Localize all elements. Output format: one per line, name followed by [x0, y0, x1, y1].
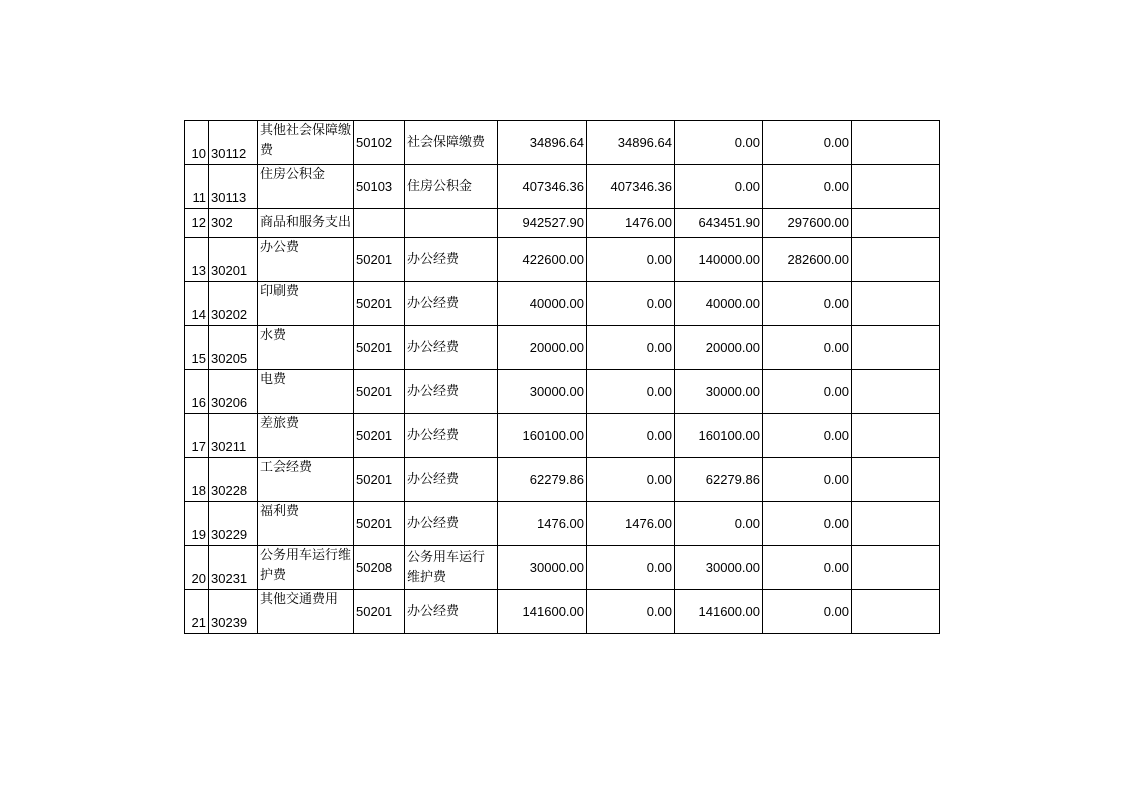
blank-cell-cell	[852, 238, 940, 282]
table-body	[185, 121, 940, 634]
table-row	[185, 370, 940, 414]
function-name-cell: 其他交通费用	[258, 590, 354, 634]
function-code-cell: 30206	[209, 370, 258, 414]
row-number-cell: 13	[185, 238, 209, 282]
basic-expenditure-cell: 0.00	[587, 590, 675, 634]
row-number-cell: 21	[185, 590, 209, 634]
blank-cell-cell	[852, 370, 940, 414]
row-number-cell: 17	[185, 414, 209, 458]
table-row	[185, 502, 940, 546]
function-name-cell: 住房公积金	[258, 165, 354, 209]
total-amount-cell: 62279.86	[498, 458, 587, 502]
total-amount-cell: 141600.00	[498, 590, 587, 634]
basic-expenditure-cell: 0.00	[587, 414, 675, 458]
blank-cell-cell	[852, 121, 940, 165]
table-row	[185, 590, 940, 634]
basic-expenditure-cell: 1476.00	[587, 209, 675, 238]
table-row	[185, 414, 940, 458]
function-code-cell: 30113	[209, 165, 258, 209]
economic-code-cell: 50201	[354, 414, 405, 458]
function-code-cell: 30211	[209, 414, 258, 458]
function-code-cell: 30229	[209, 502, 258, 546]
economic-name-cell: 办公经费	[405, 238, 498, 282]
blank-cell-cell	[852, 458, 940, 502]
basic-expenditure-cell: 0.00	[587, 546, 675, 590]
total-amount-cell: 30000.00	[498, 370, 587, 414]
economic-name-cell: 社会保障缴费	[405, 121, 498, 165]
total-amount-cell: 1476.00	[498, 502, 587, 546]
economic-code-cell: 50201	[354, 326, 405, 370]
blank-cell-cell	[852, 326, 940, 370]
economic-name-cell: 公务用车运行维护费	[405, 546, 498, 590]
project-expenditure-cell: 30000.00	[675, 546, 763, 590]
total-amount-cell: 34896.64	[498, 121, 587, 165]
economic-name-cell	[405, 209, 498, 238]
blank-cell-cell	[852, 502, 940, 546]
function-code-cell: 30205	[209, 326, 258, 370]
row-number-cell: 20	[185, 546, 209, 590]
total-amount-cell: 40000.00	[498, 282, 587, 326]
basic-expenditure-cell: 0.00	[587, 238, 675, 282]
row-number-cell: 14	[185, 282, 209, 326]
economic-code-cell: 50103	[354, 165, 405, 209]
row-number-cell: 16	[185, 370, 209, 414]
function-name-cell: 商品和服务支出	[258, 209, 354, 238]
project-expenditure-cell: 30000.00	[675, 370, 763, 414]
total-amount-cell: 422600.00	[498, 238, 587, 282]
other-amount-cell: 0.00	[763, 326, 852, 370]
row-number-cell: 12	[185, 209, 209, 238]
other-amount-cell: 282600.00	[763, 238, 852, 282]
table-row	[185, 546, 940, 590]
blank-cell-cell	[852, 209, 940, 238]
basic-expenditure-cell: 1476.00	[587, 502, 675, 546]
blank-cell-cell	[852, 282, 940, 326]
other-amount-cell: 297600.00	[763, 209, 852, 238]
function-code-cell: 30231	[209, 546, 258, 590]
project-expenditure-cell: 20000.00	[675, 326, 763, 370]
other-amount-cell: 0.00	[763, 121, 852, 165]
total-amount-cell: 160100.00	[498, 414, 587, 458]
total-amount-cell: 942527.90	[498, 209, 587, 238]
budget-table	[184, 120, 940, 634]
table-row	[185, 209, 940, 238]
economic-name-cell: 办公经费	[405, 282, 498, 326]
function-name-cell: 办公费	[258, 238, 354, 282]
function-code-cell: 30239	[209, 590, 258, 634]
other-amount-cell: 0.00	[763, 502, 852, 546]
function-code-cell: 30228	[209, 458, 258, 502]
project-expenditure-cell: 0.00	[675, 165, 763, 209]
other-amount-cell: 0.00	[763, 458, 852, 502]
economic-name-cell: 办公经费	[405, 414, 498, 458]
project-expenditure-cell: 0.00	[675, 502, 763, 546]
project-expenditure-cell: 141600.00	[675, 590, 763, 634]
blank-cell-cell	[852, 590, 940, 634]
economic-name-cell: 办公经费	[405, 502, 498, 546]
row-number-cell: 10	[185, 121, 209, 165]
table-row	[185, 458, 940, 502]
function-code-cell: 30202	[209, 282, 258, 326]
table-row	[185, 238, 940, 282]
project-expenditure-cell: 643451.90	[675, 209, 763, 238]
function-name-cell: 差旅费	[258, 414, 354, 458]
function-name-cell: 公务用车运行维护费	[258, 546, 354, 590]
table-row	[185, 282, 940, 326]
function-code-cell: 30201	[209, 238, 258, 282]
basic-expenditure-cell: 0.00	[587, 282, 675, 326]
economic-name-cell: 住房公积金	[405, 165, 498, 209]
basic-expenditure-cell: 34896.64	[587, 121, 675, 165]
economic-code-cell: 50201	[354, 370, 405, 414]
total-amount-cell: 20000.00	[498, 326, 587, 370]
function-name-cell: 电费	[258, 370, 354, 414]
economic-code-cell: 50201	[354, 458, 405, 502]
table-row	[185, 121, 940, 165]
project-expenditure-cell: 160100.00	[675, 414, 763, 458]
project-expenditure-cell: 62279.86	[675, 458, 763, 502]
other-amount-cell: 0.00	[763, 546, 852, 590]
row-number-cell: 19	[185, 502, 209, 546]
other-amount-cell: 0.00	[763, 282, 852, 326]
economic-code-cell: 50201	[354, 590, 405, 634]
blank-cell-cell	[852, 414, 940, 458]
other-amount-cell: 0.00	[763, 590, 852, 634]
economic-code-cell: 50208	[354, 546, 405, 590]
table-row	[185, 326, 940, 370]
economic-code-cell	[354, 209, 405, 238]
economic-name-cell: 办公经费	[405, 370, 498, 414]
row-number-cell: 15	[185, 326, 209, 370]
economic-name-cell: 办公经费	[405, 458, 498, 502]
row-number-cell: 11	[185, 165, 209, 209]
project-expenditure-cell: 140000.00	[675, 238, 763, 282]
basic-expenditure-cell: 0.00	[587, 370, 675, 414]
function-code-cell: 30112	[209, 121, 258, 165]
blank-cell-cell	[852, 165, 940, 209]
table-row	[185, 165, 940, 209]
total-amount-cell: 407346.36	[498, 165, 587, 209]
spreadsheet-page	[184, 120, 940, 634]
function-name-cell: 水费	[258, 326, 354, 370]
row-number-cell: 18	[185, 458, 209, 502]
total-amount-cell: 30000.00	[498, 546, 587, 590]
function-name-cell: 福利费	[258, 502, 354, 546]
function-name-cell: 工会经费	[258, 458, 354, 502]
basic-expenditure-cell: 407346.36	[587, 165, 675, 209]
function-code-cell: 302	[209, 209, 258, 238]
other-amount-cell: 0.00	[763, 370, 852, 414]
function-name-cell: 其他社会保障缴费	[258, 121, 354, 165]
economic-code-cell: 50201	[354, 282, 405, 326]
function-name-cell: 印刷费	[258, 282, 354, 326]
economic-code-cell: 50201	[354, 502, 405, 546]
project-expenditure-cell: 0.00	[675, 121, 763, 165]
economic-code-cell: 50102	[354, 121, 405, 165]
basic-expenditure-cell: 0.00	[587, 458, 675, 502]
basic-expenditure-cell: 0.00	[587, 326, 675, 370]
economic-name-cell: 办公经费	[405, 590, 498, 634]
economic-code-cell: 50201	[354, 238, 405, 282]
other-amount-cell: 0.00	[763, 414, 852, 458]
project-expenditure-cell: 40000.00	[675, 282, 763, 326]
economic-name-cell: 办公经费	[405, 326, 498, 370]
other-amount-cell: 0.00	[763, 165, 852, 209]
blank-cell-cell	[852, 546, 940, 590]
